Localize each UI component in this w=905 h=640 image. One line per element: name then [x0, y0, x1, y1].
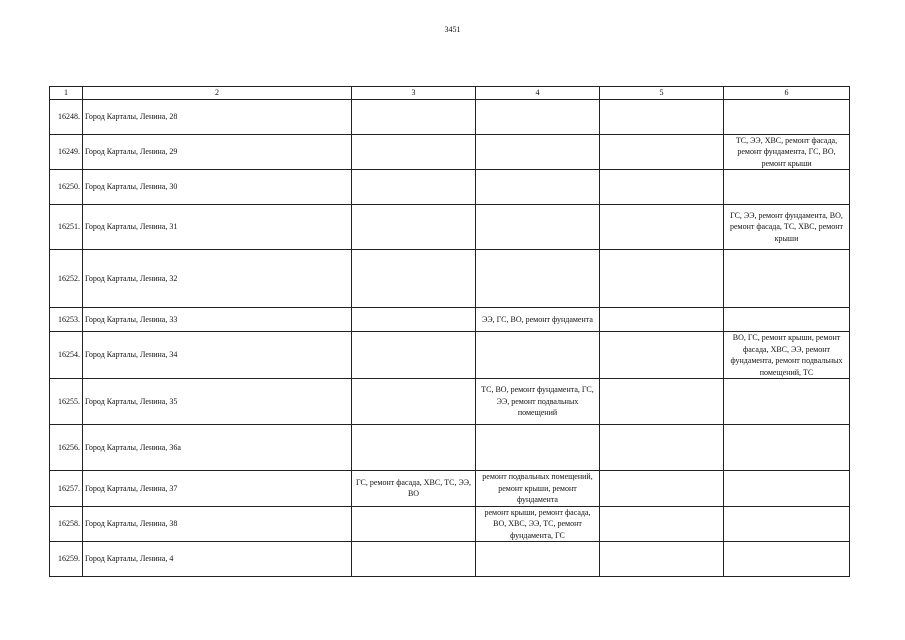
column-header-5: 5: [600, 87, 724, 100]
row-number: 16254.: [50, 332, 83, 379]
cell-col3: [352, 99, 476, 134]
cell-col3: [352, 205, 476, 250]
cell-col3: [352, 134, 476, 170]
cell-col6: [724, 379, 850, 425]
cell-col4: [476, 542, 600, 577]
row-address: Город Карталы, Ленина, 4: [83, 542, 352, 577]
housing-table: [49, 86, 850, 577]
row-address: Город Карталы, Ленина, 38: [83, 506, 352, 542]
row-address: Город Карталы, Ленина, 31: [83, 205, 352, 250]
column-header-4: 4: [476, 87, 600, 100]
row-number: 16251.: [50, 205, 83, 250]
table-row: [50, 170, 850, 205]
cell-col6: [724, 250, 850, 308]
row-address: Город Карталы, Ленина, 32: [83, 250, 352, 308]
cell-col6: [724, 506, 850, 542]
table-row: [50, 425, 850, 471]
cell-col4: [476, 250, 600, 308]
row-address: Город Карталы, Ленина, 34: [83, 332, 352, 379]
cell-col5: [600, 379, 724, 425]
column-header-1: 1: [50, 87, 83, 100]
cell-col3: [352, 170, 476, 205]
row-number: 16259.: [50, 542, 83, 577]
cell-col4: ТС, ВО, ремонт фундамента, ГС, ЭЭ, ремонт подвальных помещений: [476, 379, 600, 425]
cell-col3: [352, 308, 476, 332]
cell-col6: [724, 99, 850, 134]
cell-col4: [476, 134, 600, 170]
cell-col4: ЭЭ, ГС, ВО, ремонт фундамента: [476, 308, 600, 332]
table-row: [50, 99, 850, 134]
cell-col3: [352, 542, 476, 577]
cell-col4: [476, 205, 600, 250]
cell-col6: ВО, ГС, ремонт крыши, ремонт фасада, ХВС, ЭЭ, ремонт фундамента, ремонт подвальных помещений, ТС: [724, 332, 850, 379]
table-row: [50, 332, 850, 379]
row-number: 16253.: [50, 308, 83, 332]
table-row: [50, 506, 850, 542]
cell-col6: [724, 425, 850, 471]
table-row: [50, 308, 850, 332]
cell-col4: [476, 99, 600, 134]
row-number: 16252.: [50, 250, 83, 308]
cell-col4: ремонт крыши, ремонт фасада, ВО, ХВС, ЭЭ, ТС, ремонт фундамента, ГС: [476, 506, 600, 542]
cell-col5: [600, 308, 724, 332]
cell-col6: [724, 308, 850, 332]
cell-col3: [352, 506, 476, 542]
column-header-2: 2: [83, 87, 352, 100]
column-header-6: 6: [724, 87, 850, 100]
cell-col4: [476, 425, 600, 471]
table-row: [50, 471, 850, 507]
row-address: Город Карталы, Ленина, 30: [83, 170, 352, 205]
cell-col3: [352, 250, 476, 308]
cell-col4: [476, 332, 600, 379]
row-address: Город Карталы, Ленина, 29: [83, 134, 352, 170]
row-number: 16249.: [50, 134, 83, 170]
cell-col6: ГС, ЭЭ, ремонт фундамента, ВО, ремонт фасада, ТС, ХВС, ремонт крыши: [724, 205, 850, 250]
header-row: [50, 87, 850, 100]
table-row: [50, 542, 850, 577]
row-number: 16250.: [50, 170, 83, 205]
row-number: 16255.: [50, 379, 83, 425]
cell-col5: [600, 250, 724, 308]
cell-col5: [600, 425, 724, 471]
cell-col5: [600, 99, 724, 134]
cell-col5: [600, 170, 724, 205]
row-address: Город Карталы, Ленина, 33: [83, 308, 352, 332]
row-address: Город Карталы, Ленина, 36а: [83, 425, 352, 471]
cell-col5: [600, 506, 724, 542]
page-number: 3451: [444, 25, 461, 34]
cell-col4: [476, 170, 600, 205]
cell-col6: [724, 471, 850, 507]
cell-col3: [352, 379, 476, 425]
row-number: 16256.: [50, 425, 83, 471]
cell-col6: [724, 170, 850, 205]
row-address: Город Карталы, Ленина, 28: [83, 99, 352, 134]
cell-col3: ГС, ремонт фасада, ХВС, ТС, ЭЭ, ВО: [352, 471, 476, 507]
column-header-3: 3: [352, 87, 476, 100]
cell-col5: [600, 542, 724, 577]
cell-col5: [600, 471, 724, 507]
row-number: 16257.: [50, 471, 83, 507]
table-row: [50, 250, 850, 308]
cell-col6: [724, 542, 850, 577]
row-address: Город Карталы, Ленина, 35: [83, 379, 352, 425]
cell-col4: ремонт подвальных помещений, ремонт крыши, ремонт фундамента: [476, 471, 600, 507]
cell-col6: ТС, ЭЭ, ХВС, ремонт фасада, ремонт фундамента, ГС, ВО, ремонт крыши: [724, 134, 850, 170]
cell-col3: [352, 332, 476, 379]
row-number: 16248.: [50, 99, 83, 134]
table-row: [50, 205, 850, 250]
cell-col5: [600, 134, 724, 170]
table-row: [50, 134, 850, 170]
cell-col3: [352, 425, 476, 471]
row-number: 16258.: [50, 506, 83, 542]
row-address: Город Карталы, Ленина, 37: [83, 471, 352, 507]
cell-col5: [600, 332, 724, 379]
cell-col5: [600, 205, 724, 250]
table-row: [50, 379, 850, 425]
